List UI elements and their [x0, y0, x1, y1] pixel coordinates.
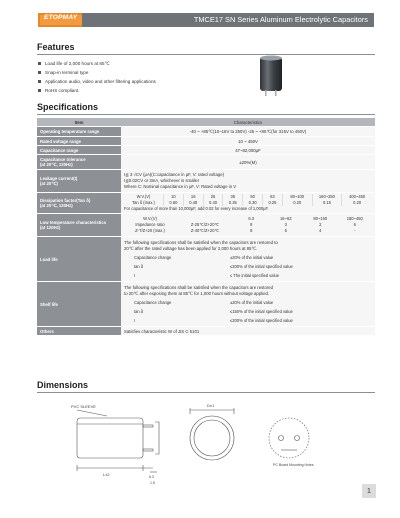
- bullet-icon: [38, 80, 41, 83]
- table-row: Capacitance range 47~82,000μF: [37, 146, 375, 155]
- lead-spacing-label: 1.5: [150, 481, 155, 485]
- pcb-mounting-holes: [269, 418, 309, 458]
- low-temp-row: Impedance ratio Z-25℃/Z+20℃ 8 3 2 6: [135, 222, 356, 227]
- title-bar: [82, 13, 374, 27]
- dissipation-header: W.V.(V) 10 16 25 35 50 63 80~100 160~250 400~450: [124, 194, 372, 200]
- pcb-label: PC Board Mounting Holes: [273, 463, 314, 467]
- table-row: Capacitance tolerance (at 20℃, 120Hz) ±20%(M): [37, 155, 375, 170]
- table-row: Others Satisfies characteristic W of JIS C 5101: [37, 327, 375, 336]
- table-row: Shelf life The following specifications shall be satisfied when the capacitors are restored to 20℃ after exposing them at 85℃ for 1,000 hours without voltage applied. Capacitance change ±20% of the initial value tan δ ≤150% of the initial specified value I ≤200% of the initial specified value: [37, 282, 375, 327]
- dimensions-drawing: [37, 398, 375, 488]
- table-row: Rated voltage range 10 ~ 450V: [37, 137, 375, 146]
- capacitor-photo: [258, 54, 284, 96]
- table-row: Low temperature characteristics (at 120Hz) W.V.(V) 6.3 16~63 80~160 180~450 Impedance ratio Z-25℃/Z+20℃ 8 3 2 6 Z-T/Z+20 (max.) Z-40℃/Z+20℃ 8 6 4 -: [37, 214, 375, 237]
- table-row: Leakage current(I) (at 20℃) I≦ 3 √CV (μA)(C:capacitance in μF, V: rated voltage) I≦0.02CV or 3mA, whichever is smaller Where C: Nominal capacitance in μF, V: Rated voltage in V: [37, 170, 375, 193]
- table-row: Load life The following specifications shall be satisfied when the capacitors are restored to 20℃ after the rated voltage has been applied for 2,000 hours at 85℃. Capacitance change ±20% of the initial value tan δ ≤200% of the initial specified value I ≤ The initial specified value: [37, 237, 375, 282]
- bullet-icon: [38, 62, 41, 65]
- side-view: [77, 410, 159, 472]
- col-item: Item: [37, 118, 121, 126]
- brand-logo-text: ETOPMAY: [44, 14, 78, 21]
- low-temp-header: W.V.(V) 6.3 16~63 80~160 180~450: [143, 216, 363, 221]
- diameter-label: D±1: [207, 403, 215, 408]
- lead-label: 6.3: [149, 475, 154, 479]
- specifications-rule: [37, 114, 375, 115]
- bullet-icon: [38, 89, 41, 92]
- low-temp-row: Z-T/Z+20 (max.) Z-40℃/Z+20℃ 8 6 4 -: [135, 228, 356, 233]
- end-view: [190, 408, 234, 460]
- length-label: L±2: [103, 472, 110, 477]
- dissipation-values: Tan δ (max.) 0.60 0.48 0.40 0.35 0.30 0.25 0.20 0.15 0.20: [124, 200, 372, 206]
- features-list: [38, 59, 238, 95]
- table-header-row: [37, 118, 375, 127]
- table-row: Dissipation factor(Tan δ) (at 20℃, 120Hz) W.V.(V) 10 16 25 35 50 63 80~100 160~250 400~450 Tan δ (max.) 0.60 0.48 0.40 0.35 0.30 0.25 0.20 0.15 0.20 For capacitance of more than 10,000μF, add 0.02 for every increase of 1,000μF.: [37, 193, 375, 214]
- feature-item: Load life of 2,000 hours at 85℃: [38, 59, 238, 68]
- features-heading: Features: [37, 42, 75, 52]
- feature-item: RoHS compliant.: [38, 86, 238, 95]
- dimensions-heading: Dimensions: [37, 380, 89, 390]
- features-rule: [37, 54, 375, 55]
- pvc-sleeve-label: PVC SLEEVE: [71, 404, 96, 409]
- feature-item: Snap-in terminal type: [38, 68, 238, 77]
- document-title: TMCE17 SN Series Aluminum Electrolytic Capacitors: [193, 15, 368, 24]
- dimensions-rule: [37, 392, 375, 393]
- col-characteristics: Characteristics: [121, 118, 375, 126]
- feature-item: Application audio, video and other filtering applications: [38, 77, 238, 86]
- bullet-icon: [38, 71, 41, 74]
- specifications-table: [37, 118, 375, 336]
- table-row: Operating temperature range -40 ~ +85℃(10~16V to 250V) -25 ~ +85℃(for 315V to 450V): [37, 127, 375, 137]
- header: [36, 11, 374, 31]
- page-number: 1: [362, 484, 376, 498]
- specifications-heading: Specifications: [37, 102, 99, 112]
